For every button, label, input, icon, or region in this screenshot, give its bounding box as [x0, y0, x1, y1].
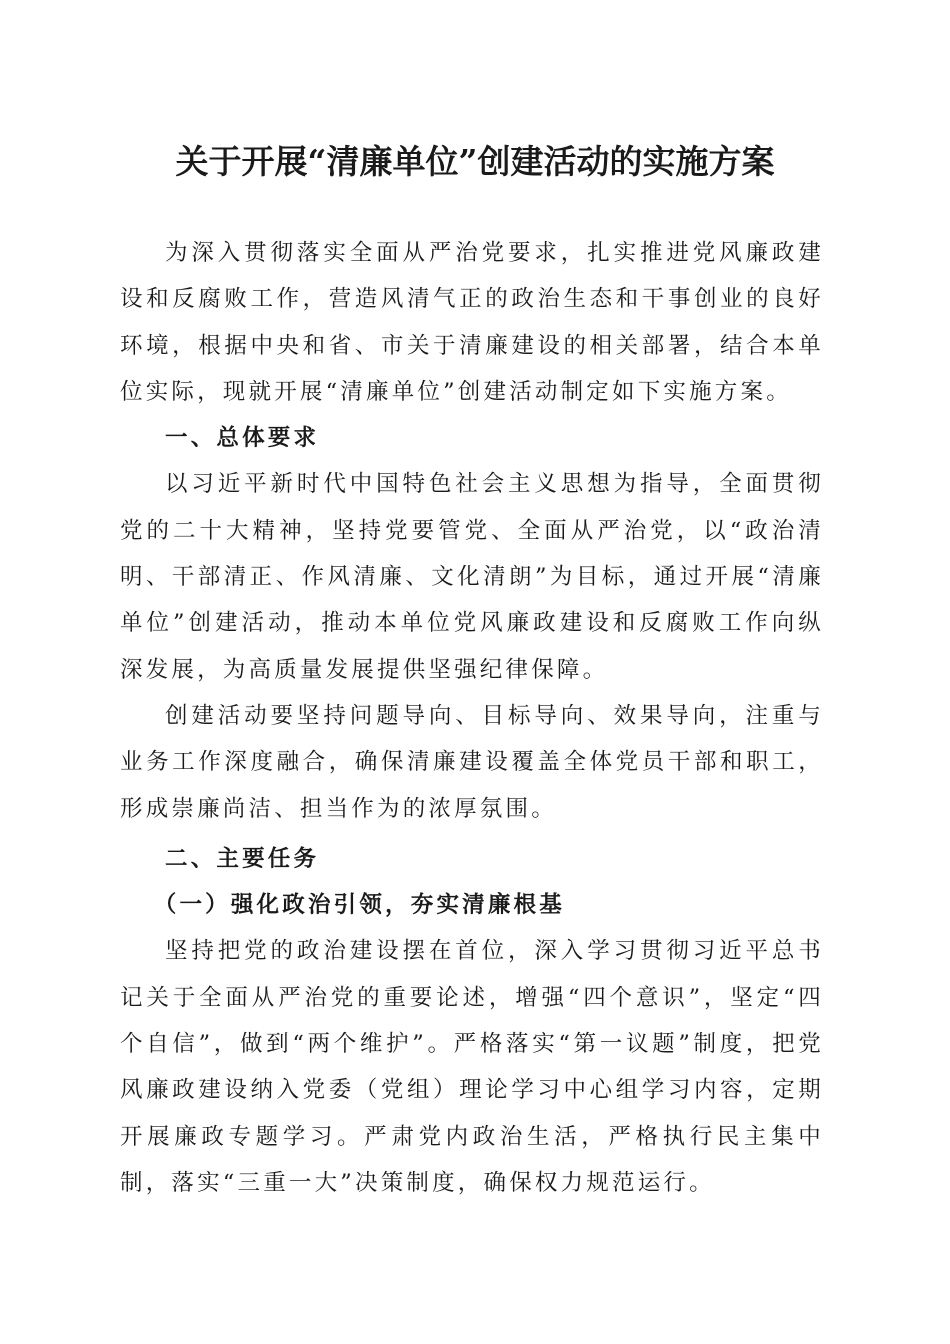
body-paragraph: 创建活动要坚持问题导向、目标导向、效果导向，注重与业务工作深度融合，确保清廉建设覆盖全体党员干部和职工，形成崇廉尚洁、担当作为的浓厚氛围。	[120, 702, 824, 822]
document-title: 关于开展“清廉单位”创建活动的实施方案	[175, 142, 775, 181]
intro-paragraph: 为深入贯彻落实全面从严治党要求，扎实推进党风廉政建设和反腐败工作，营造风清气正的政治生态和干事创业的良好环境，根据中央和省、市关于清廉建设的相关部署，结合本单位实际，现就开展“清廉单位”创建活动制定如下实施方案。	[120, 240, 824, 405]
body-paragraph: 以习近平新时代中国特色社会主义思想为指导，全面贯彻党的二十大精神，坚持党要管党、全面从严治党，以“政治清明、干部清正、作风清廉、文化清朗”为目标，通过开展“清廉单位”创建活动，推动本单位党风廉政建设和反腐败工作向纵深发展，为高质量发展提供坚强纪律保障。	[120, 471, 824, 683]
section-heading-main-tasks: 二、主要任务	[165, 845, 320, 872]
body-paragraph: 坚持把党的政治建设摆在首位，深入学习贯彻习近平总书记关于全面从严治党的重要论述，增强“四个意识”，坚定“四个自信”，做到“两个维护”。严格落实“第一议题”制度，把党风廉政建设纳入党委（党组）理论学习中心组学习内容，定期开展廉政专题学习。严肃党内政治生活，严格执行民主集中制，落实“三重一大”决策制度，确保权力规范运行。	[120, 938, 824, 1196]
document-body	[120, 230, 824, 1206]
subsection-heading-political-leadership: （一）强化政治引领，夯实清廉根基	[153, 892, 565, 919]
section-heading-general-requirements: 一、总体要求	[165, 425, 320, 452]
